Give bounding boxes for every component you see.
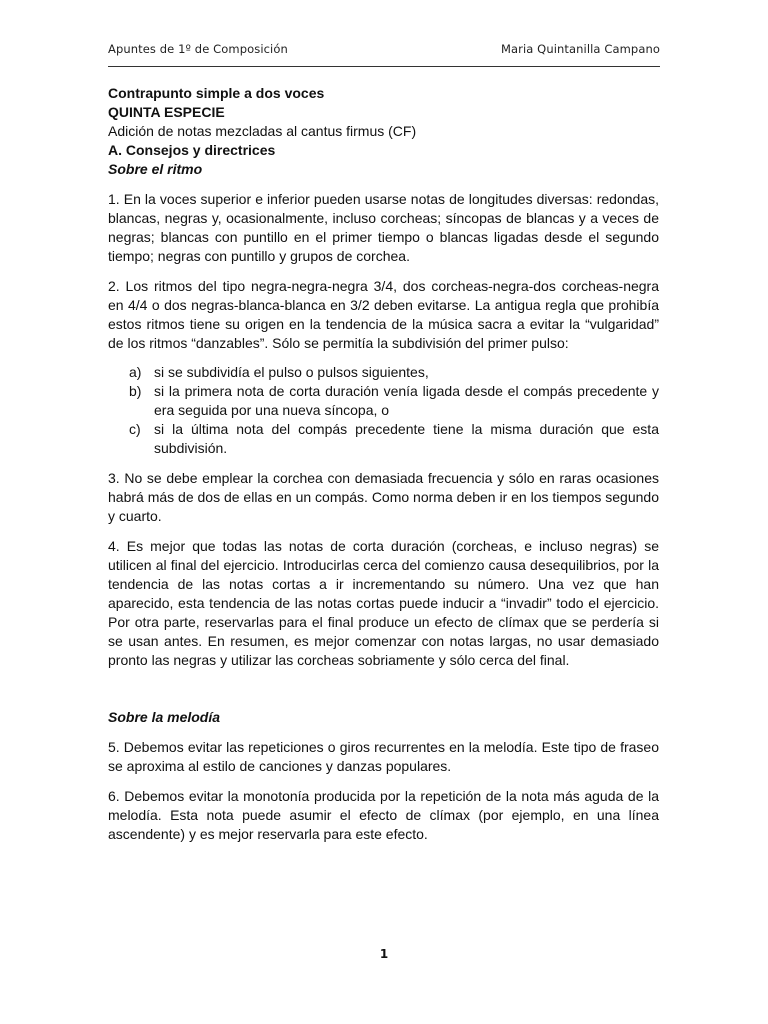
list-marker: a) [129, 364, 142, 380]
subdivision-list [108, 363, 659, 458]
paragraph-4: 4. Es mejor que todas las notas de corta duración (corcheas, e incluso negras) se utilicen al final del ejercicio. Introducirlas cerca del comienzo causa desequilibrios, por la tendencia de las notas cortas a ir incrementando su número. Una vez que han aparecido, esta tendencia de las notas cortas puede inducir a “invadir” todo el ejercicio. Por otra parte, reservarlas para el final produce un efecto de clímax que se perdería si se usan antes. En resumen, es mejor comenzar con notas largas, no usar demasiado pronto las negras y utilizar las corcheas sobriamente y sólo cerca del final. [108, 538, 659, 668]
paragraph-2: 2. Los ritmos del tipo negra-negra-negra 3/4, dos corcheas-negra-dos corcheas-negra en 4/4 o dos negras-blanca-blanca en 3/2 deben evitarse. La antigua regla que prohibía estos ritmos tiene su origen en la tendencia de la música sacra a evitar la “vulgaridad” de los ritmos “danzables”. Sólo se permitía la subdivisión del primer pulso: [108, 278, 659, 351]
list-item [108, 363, 659, 382]
list-item-text: si la primera nota de corta duración venía ligada desde el compás precedente y era seguida por una nueva síncopa, o [154, 383, 659, 418]
list-marker: c) [129, 421, 141, 437]
part-title: A. Consejos y directrices [108, 142, 276, 158]
page-number: 1 [379, 947, 389, 961]
list-item-text: si la última nota del compás precedente tiene la misma duración que esta subdivisión. [154, 421, 659, 456]
list-item [108, 382, 659, 420]
document-title: Contrapunto simple a dos voces [108, 85, 325, 101]
header-course-title: Apuntes de 1º de Composición [108, 42, 288, 56]
list-item [108, 420, 659, 458]
paragraph-5: 5. Debemos evitar las repeticiones o giros recurrentes en la melodía. Este tipo de fraseo se aproxima al estilo de canciones y danzas populares. [108, 739, 659, 774]
list-marker: b) [129, 383, 142, 399]
topic-heading-ritmo: Sobre el ritmo [108, 161, 203, 177]
section-subtitle: Adición de notas mezcladas al cantus firmus (CF) [108, 123, 417, 139]
paragraph-1: 1. En la voces superior e inferior pueden usarse notas de longitudes diversas: redondas, blancas, negras y, ocasionalmente, incluso corcheas; síncopas de blancas y a veces de negras; blancas con puntillo en el primer tiempo o blancas ligadas desde el segundo tiempo; negras con puntillo y grupos de corchea. [108, 191, 659, 264]
paragraph-3: 3. No se debe emplear la corchea con demasiada frecuencia y sólo en raras ocasiones habrá más de dos de ellas en un compás. Como norma deben ir en los tiempos segundo y cuarto. [108, 470, 659, 524]
section-title: QUINTA ESPECIE [108, 104, 225, 120]
document-body [108, 84, 659, 844]
list-item-text: si se subdividía el pulso o pulsos siguientes, [154, 364, 429, 380]
header-divider [108, 66, 660, 67]
paragraph-6: 6. Debemos evitar la monotonía producida por la repetición de la nota más aguda de la melodía. Esta nota puede asumir el efecto de clímax (por ejemplo, en una línea ascendente) y es mejor reservarla para este efecto. [108, 788, 659, 842]
topic-heading-melodia: Sobre la melodía [108, 709, 221, 725]
header-author: Maria Quintanilla Campano [500, 42, 660, 56]
page-header [108, 42, 660, 56]
